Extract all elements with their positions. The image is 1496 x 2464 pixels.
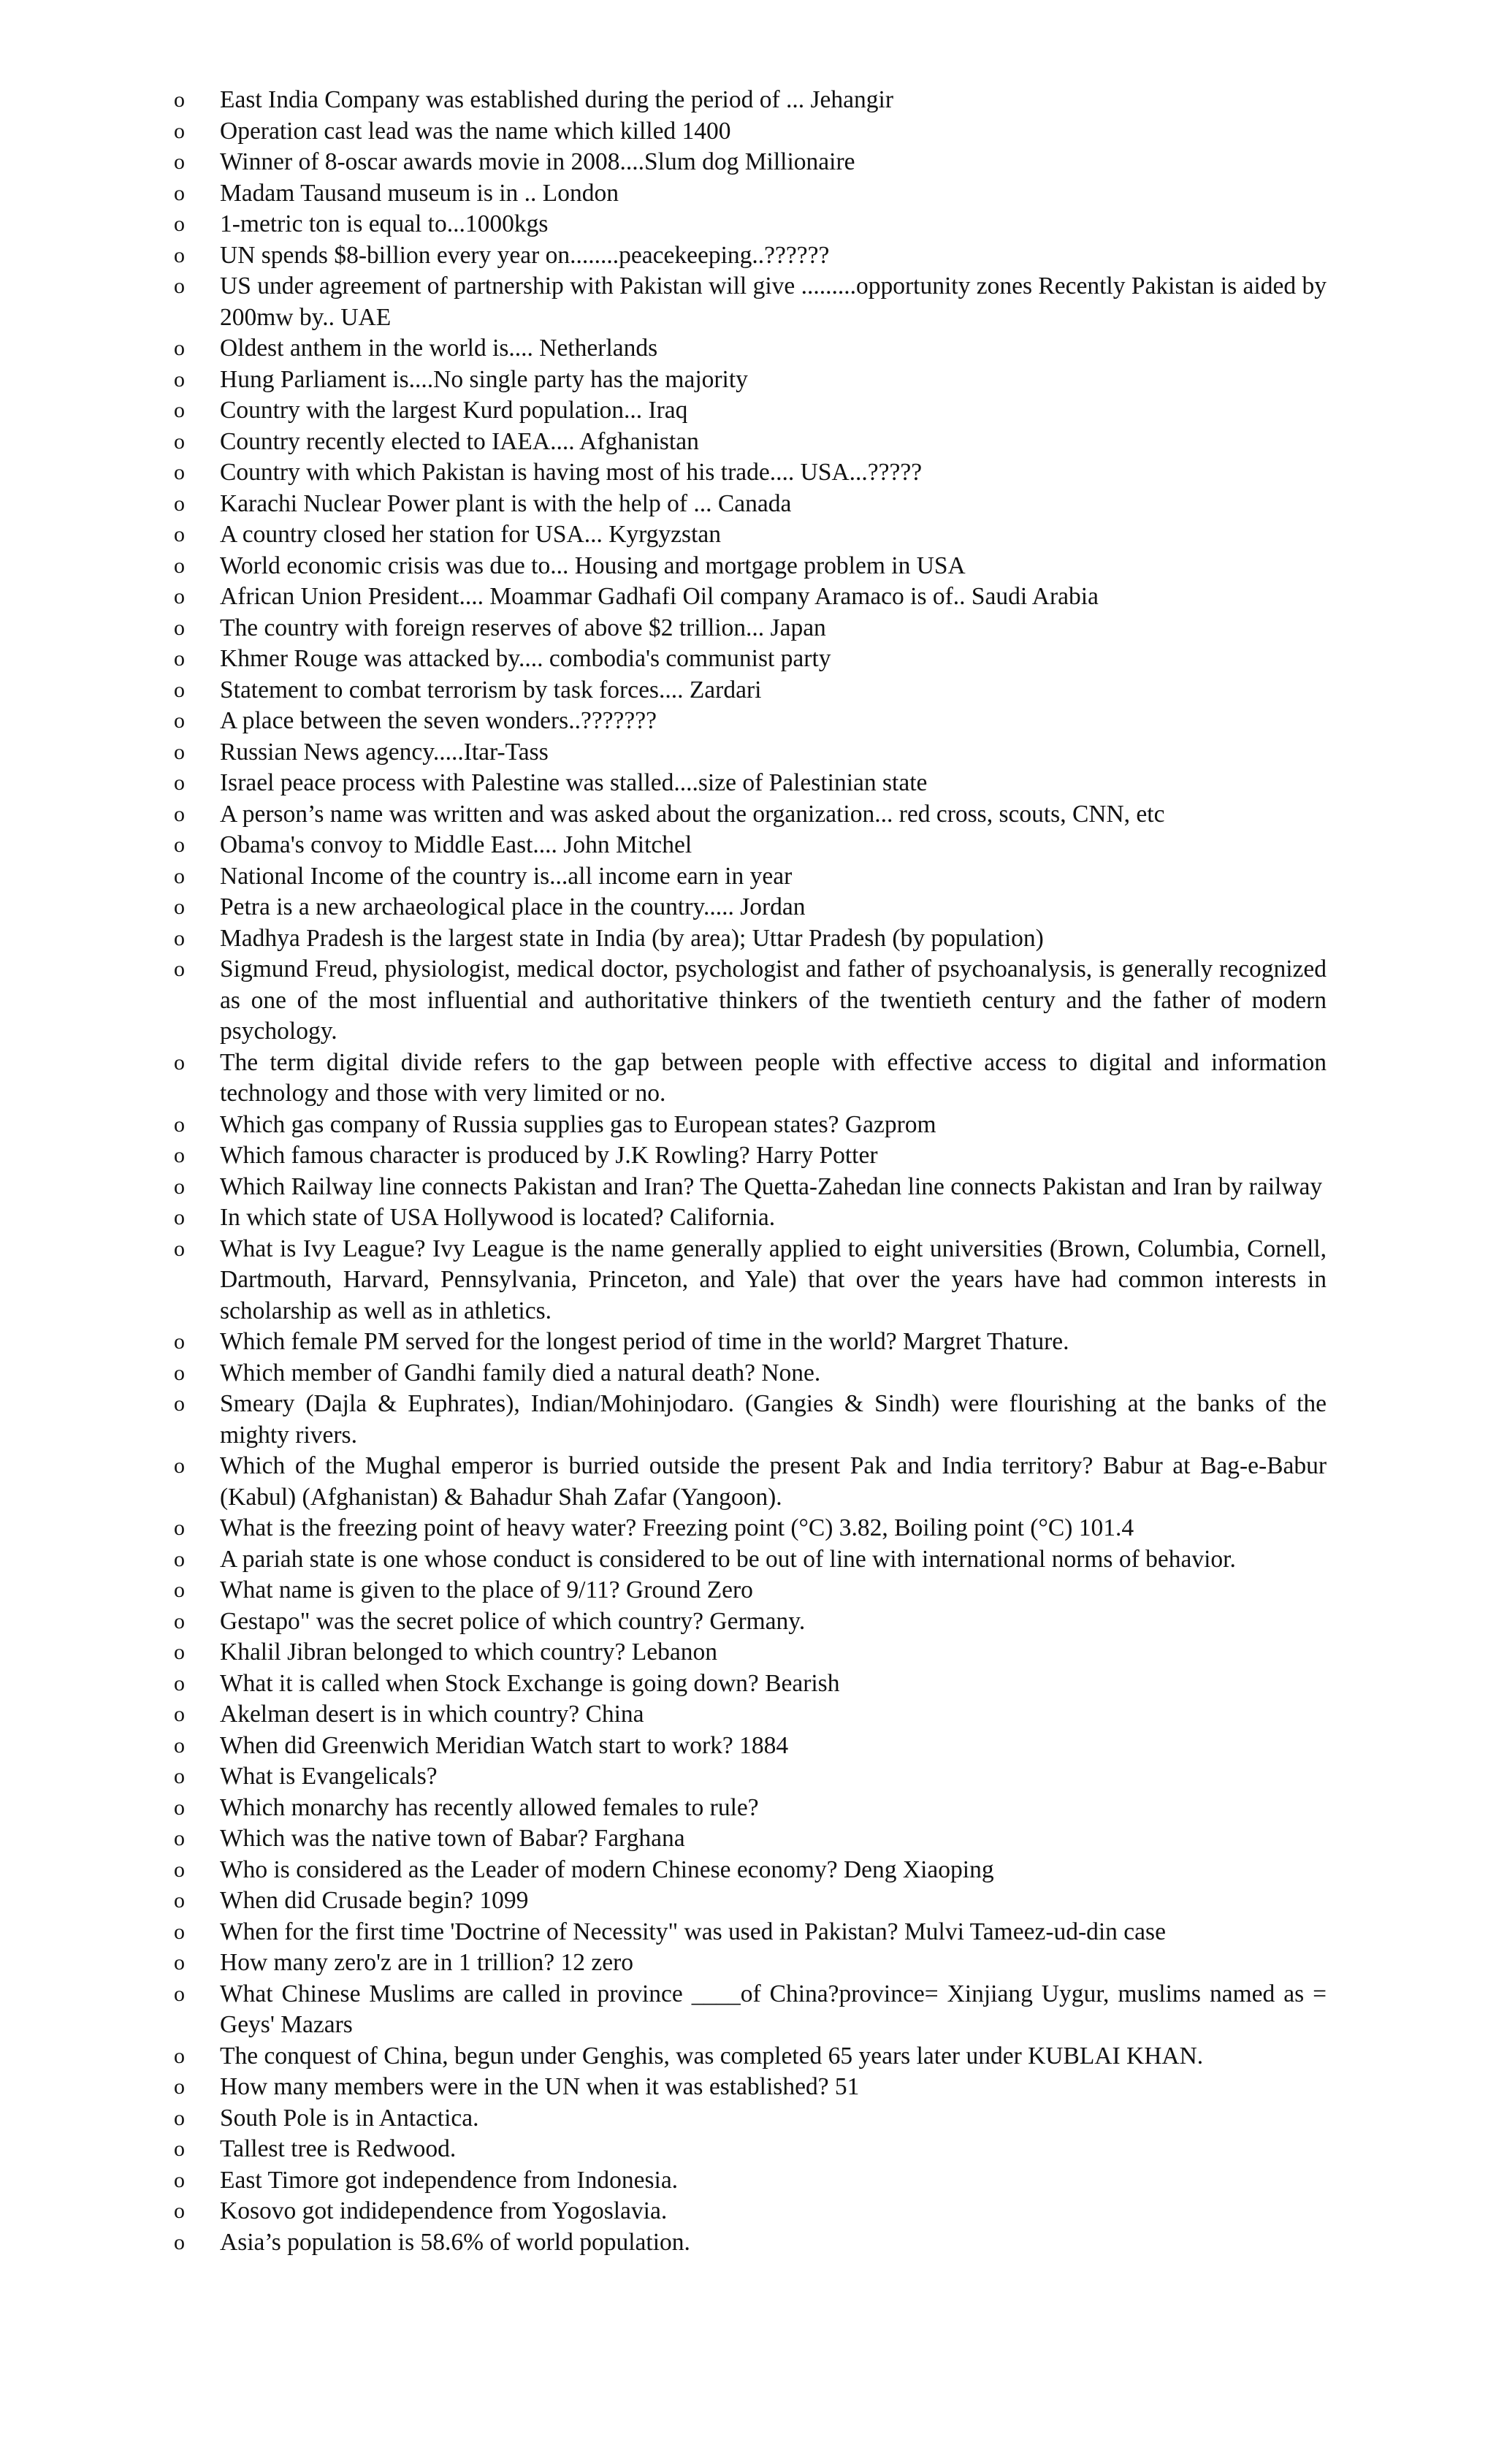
list-item [174,1513,1327,1544]
list-item-text: The conquest of China, begun under Genghis, was completed 65 years later under KUBLAI KHAN. [220,2042,1204,2070]
bullet-marker-icon: o [174,1826,185,1850]
bullet-marker-icon: o [174,429,185,454]
bullet-marker-icon: o [174,1174,185,1199]
list-item-text: When for the first time 'Doctrine of Necessity" was used in Pakistan? Mulvi Tameez-ud-din case [220,1918,1166,1945]
bullet-marker-icon: o [174,1392,185,1416]
bullet-marker-icon: o [174,1950,185,1975]
list-item [174,1606,1327,1638]
list-item [174,1979,1327,2041]
bullet-marker-icon: o [174,926,185,950]
list-item-text: What is the freezing point of heavy water? Freezing point (°C) 3.82, Boiling point (°C) 101.4 [220,1514,1134,1541]
bullet-marker-icon: o [174,336,185,360]
list-item-text: Country recently elected to IAEA.... Afghanistan [220,427,699,455]
bullet-marker-icon: o [174,646,185,671]
list-item-text: The country with foreign reserves of above $2 trillion... Japan [220,614,826,641]
list-item-text: Which member of Gandhi family died a natural death? None. [220,1359,821,1387]
list-item-text: Who is considered as the Leader of modern Chinese economy? Deng Xiaoping [220,1855,994,1883]
list-item [174,209,1327,240]
list-item-text: Gestapo" was the secret police of which country? Germany. [220,1607,806,1635]
list-item [174,1761,1327,1793]
list-item-text: Which famous character is produced by J.K Rowling? Harry Potter [220,1142,878,1169]
list-item [174,178,1327,210]
list-item-text: Obama's convoy to Middle East.... John Mitchel [220,831,692,858]
list-item-text: Madhya Pradesh is the largest state in India (by area); Uttar Pradesh (by population) [220,924,1044,952]
list-item-text: What name is given to the place of 9/11? Ground Zero [220,1576,753,1603]
list-item-text: Asia’s population is 58.6% of world population. [220,2228,690,2256]
list-item [174,1731,1327,1762]
list-item [174,2041,1327,2072]
bullet-marker-icon: o [174,522,185,546]
list-item [174,1451,1327,1513]
list-item [174,1172,1327,1203]
list-item [174,551,1327,582]
bullet-marker-icon: o [174,243,185,267]
list-item [174,737,1327,768]
bullet-marker-icon: o [174,180,185,205]
list-item [174,333,1327,365]
list-item-text: Winner of 8-oscar awards movie in 2008....Slum dog Millionaire [220,148,855,175]
list-item-text: Hung Parliament is....No single party has the majority [220,365,748,393]
list-item [174,2165,1327,2197]
list-item-text: Which gas company of Russia supplies gas to European states? Gazprom [220,1110,936,1138]
list-item [174,644,1327,675]
list-item-text: Country with which Pakistan is having most of his trade.... USA...????? [220,459,923,486]
list-item [174,2196,1327,2227]
bullet-marker-icon: o [174,1702,185,1726]
bullet-marker-icon: o [174,118,185,143]
list-item [174,1544,1327,1576]
list-item [174,1668,1327,1700]
list-item [174,1575,1327,1606]
bullet-marker-icon: o [174,895,185,919]
bullet-marker-icon: o [174,2075,185,2099]
bullet-marker-icon: o [174,1330,185,1354]
bullet-marker-icon: o [174,2043,185,2068]
list-item-text: What is Ivy League? Ivy League is the name generally applied to eight universities (Brown, Columbia, Cornell, Dartmouth, Harvard, Pennsylvania, Princeton, and Yale) that over the years have had common interests in scholarship as well as in athletics. [220,1235,1327,1324]
bullet-marker-icon: o [174,2199,185,2223]
bullet-marker-icon: o [174,615,185,640]
list-item [174,1699,1327,1731]
list-item [174,1948,1327,1979]
list-item [174,271,1327,333]
bullet-marker-icon: o [174,1857,185,1882]
list-item-text: Khmer Rouge was attacked by.... combodia's communist party [220,645,831,672]
list-item [174,147,1327,178]
list-item-text: A place between the seven wonders..??????? [220,707,657,734]
list-item-text: Akelman desert is in which country? China [220,1701,644,1728]
bullet-marker-icon: o [174,367,185,392]
list-item [174,1885,1327,1917]
bullet-marker-icon: o [174,1205,185,1229]
bullet-marker-icon: o [174,771,185,795]
bullet-marker-icon: o [174,2167,185,2192]
bullet-marker-icon: o [174,1143,185,1167]
bullet-marker-icon: o [174,398,185,422]
list-item [174,1234,1327,1327]
list-item-text: South Pole is in Antactica. [220,2104,479,2132]
list-item-text: How many zero'z are in 1 trillion? 12 zero [220,1949,634,1976]
list-item-text: Karachi Nuclear Power plant is with the help of ... Canada [220,489,792,517]
list-item [174,706,1327,737]
bullet-marker-icon: o [174,1640,185,1664]
list-item [174,1823,1327,1855]
list-item-text: Statement to combat terrorism by task forces.... Zardari [220,676,762,703]
list-item [174,675,1327,706]
list-item-text: In which state of USA Hollywood is located? California. [220,1204,776,1231]
bullet-marker-icon: o [174,1919,185,1944]
list-item [174,1389,1327,1451]
bullet-marker-icon: o [174,2105,185,2130]
list-item-text: A country closed her station for USA... Kyrgyzstan [220,521,722,548]
list-item [174,1358,1327,1389]
bullet-marker-icon: o [174,1454,185,1478]
bullet-marker-icon: o [174,1050,185,1075]
bullet-marker-icon: o [174,1609,185,1633]
list-item [174,892,1327,923]
bullet-marker-icon: o [174,1578,185,1602]
bullet-marker-icon: o [174,957,185,981]
bullet-marker-icon: o [174,2137,185,2161]
list-item [174,2134,1327,2165]
bullet-marker-icon: o [174,1981,185,2006]
bullet-marker-icon: o [174,1795,185,1820]
bullet-marker-icon: o [174,801,185,826]
bullet-marker-icon: o [174,460,185,484]
list-item-text: World economic crisis was due to... Housing and mortgage problem in USA [220,552,966,579]
list-item [174,1327,1327,1358]
list-item-text: Country with the largest Kurd population... Iraq [220,397,688,424]
bullet-marker-icon: o [174,677,185,702]
list-item [174,427,1327,458]
list-item [174,1110,1327,1141]
list-item-text: 1-metric ton is equal to...1000kgs [220,210,549,237]
list-item [174,861,1327,893]
list-item-text: Petra is a new archaeological place in the country..... Jordan [220,893,806,920]
list-item [174,1793,1327,1824]
list-item-text: Madam Tausand museum is in .. London [220,179,619,207]
bullet-marker-icon: o [174,1888,185,1912]
list-item [174,365,1327,396]
list-item-text: Which female PM served for the longest period of time in the world? Margret Thature. [220,1328,1069,1355]
list-item [174,1637,1327,1668]
list-item-text: What it is called when Stock Exchange is going down? Bearish [220,1669,840,1697]
list-item [174,768,1327,799]
list-item-text: East India Company was established during the period of ... Jehangir [220,86,893,113]
bullet-marker-icon: o [174,2230,185,2254]
list-item [174,85,1327,116]
list-item [174,923,1327,955]
list-item [174,581,1327,613]
list-item-text: UN spends $8-billion every year on........peacekeeping..?????? [220,241,830,269]
list-item [174,2227,1327,2259]
list-item-text: What Chinese Muslims are called in province ____of China?province= Xinjiang Uygur, muslims named as = Geys' Mazars [220,1980,1327,2038]
list-item [174,954,1327,1048]
bullet-marker-icon: o [174,88,185,112]
list-item-text: Smeary (Dajla & Euphrates), Indian/Mohinjodaro. (Gangies & Sindh) were flourishing at the banks of the mighty rivers. [220,1390,1327,1449]
list-item-text: Which was the native town of Babar? Farghana [220,1825,685,1852]
bullet-marker-icon: o [174,491,185,516]
bullet-marker-icon: o [174,1112,185,1137]
list-item-text: The term digital divide refers to the gap between people with effective access to digital and information technology and those with very limited or no. [220,1048,1327,1107]
list-item [174,1917,1327,1948]
bullet-marker-icon: o [174,1360,185,1385]
bullet-marker-icon: o [174,212,185,236]
list-item-text: Operation cast lead was the name which killed 1400 [220,117,731,145]
list-item [174,1048,1327,1110]
list-item-text: When did Greenwich Meridian Watch start to work? 1884 [220,1731,789,1759]
list-item [174,830,1327,861]
list-item-text: US under agreement of partnership with Pakistan will give .........opportunity zones Recently Pakistan is aided by 200mw by.. UAE [220,272,1327,331]
bullet-marker-icon: o [174,584,185,609]
list-item-text: Sigmund Freud, physiologist, medical doctor, psychologist and father of psychoanalysis, is generally recognized as one of the most influential and authoritative thinkers of the twentieth century and the father of modern psychology. [220,956,1327,1045]
list-item [174,489,1327,520]
bullet-marker-icon: o [174,274,185,298]
bullet-marker-icon: o [174,709,185,733]
bullet-marker-icon: o [174,863,185,888]
list-item [174,1202,1327,1234]
list-item [174,2103,1327,2135]
list-item-text: African Union President.... Moammar Gadhafi Oil company Aramaco is of.. Saudi Arabia [220,583,1099,610]
list-item-text: A pariah state is one whose conduct is considered to be out of line with international norms of behavior. [220,1545,1236,1573]
list-item [174,1140,1327,1172]
bullet-marker-icon: o [174,1733,185,1758]
list-item-text: Which monarchy has recently allowed females to rule? [220,1793,759,1821]
bullet-marker-icon: o [174,553,185,578]
list-item-text: What is Evangelicals? [220,1763,438,1790]
list-item-text: Which of the Mughal emperor is burried outside the present Pak and India territory? Babur at Bag-e-Babur (Kabul) (Afghanistan) & Bahadur Shah Zafar (Yangoon). [220,1452,1327,1511]
list-item-text: Oldest anthem in the world is.... Netherlands [220,335,658,362]
bullet-marker-icon: o [174,833,185,857]
list-item [174,395,1327,427]
bullet-marker-icon: o [174,1516,185,1540]
list-item-text: How many members were in the UN when it was established? 51 [220,2073,860,2100]
list-item [174,613,1327,644]
list-item-text: When did Crusade begin? 1099 [220,1887,529,1914]
bullet-marker-icon: o [174,1236,185,1261]
list-item-text: A person’s name was written and was asked about the organization... red cross, scouts, CNN, etc [220,800,1165,828]
qa-bullet-list [174,85,1327,2258]
bullet-marker-icon: o [174,1546,185,1571]
list-item [174,2072,1327,2103]
list-item [174,116,1327,148]
list-item-text: East Timore got independence from Indonesia. [220,2166,679,2194]
list-item [174,457,1327,489]
list-item-text: Khalil Jibran belonged to which country? Lebanon [220,1639,717,1666]
bullet-marker-icon: o [174,739,185,764]
list-item [174,240,1327,272]
list-item-text: Kosovo got indidependence from Yogoslavia. [220,2197,668,2224]
bullet-marker-icon: o [174,1764,185,1788]
bullet-marker-icon: o [174,1671,185,1696]
list-item [174,799,1327,831]
bullet-marker-icon: o [174,150,185,174]
list-item-text: Which Railway line connects Pakistan and Iran? The Quetta-Zahedan line connects Pakistan and Iran by railway [220,1172,1323,1200]
list-item-text: National Income of the country is...all income earn in year [220,862,793,890]
list-item [174,519,1327,551]
list-item-text: Russian News agency.....Itar-Tass [220,738,549,766]
list-item-text: Israel peace process with Palestine was stalled....size of Palestinian state [220,769,928,796]
list-item-text: Tallest tree is Redwood. [220,2135,457,2162]
list-item [174,1855,1327,1886]
